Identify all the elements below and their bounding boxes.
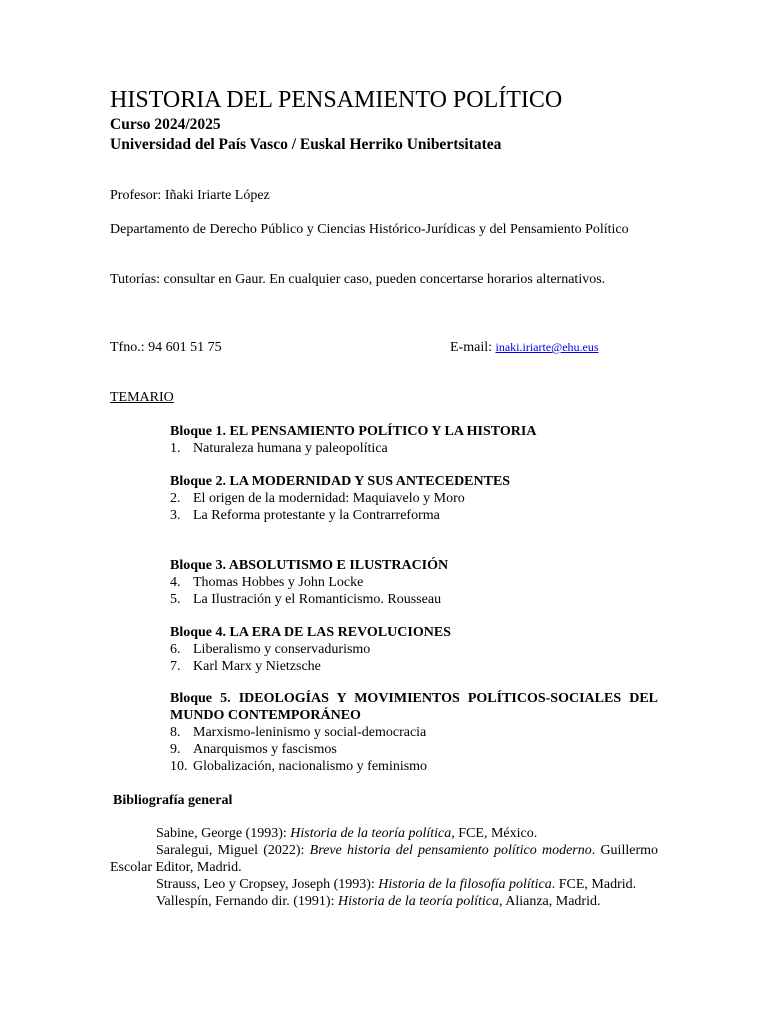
entry-author: Sabine, George (1993):: [156, 826, 291, 841]
topic-number: 1.: [170, 441, 181, 456]
topic-text: Liberalismo y conservadurismo: [193, 642, 371, 657]
topic-number: 3.: [170, 508, 181, 523]
bibliography-list: [110, 825, 658, 910]
topic-list: [170, 724, 658, 775]
entry-title: Historia de la teoría política: [290, 826, 452, 841]
topic-number: 4.: [170, 575, 181, 590]
topic-text: Thomas Hobbes y John Locke: [193, 575, 364, 590]
block-3: [170, 557, 658, 608]
list-item: [170, 724, 658, 741]
list-item: [170, 591, 658, 608]
entry-publisher: . Guillermo Escolar Editor, Madrid.: [110, 843, 658, 875]
list-item: [170, 658, 658, 675]
phone-line: Tfno.: 94 601 51 75: [110, 340, 222, 355]
list-item: [170, 507, 658, 524]
course-year: Curso 2024/2025: [110, 116, 221, 133]
topic-number: 6.: [170, 642, 181, 657]
bibliography-entry: [110, 842, 658, 876]
block-title: Bloque 2. LA MODERNIDAD Y SUS ANTECEDENTES: [170, 474, 511, 489]
block-4: [170, 624, 658, 675]
temario-heading: TEMARIO: [110, 390, 174, 405]
block-title: Bloque 3. ABSOLUTISMO E ILUSTRACIÓN: [170, 558, 449, 573]
topic-text: Globalización, nacionalismo y feminismo: [193, 759, 428, 774]
page-title: HISTORIA DEL PENSAMIENTO POLÍTICO: [110, 87, 563, 113]
topic-number: 8.: [170, 725, 181, 740]
block-title: Bloque 4. LA ERA DE LAS REVOLUCIONES: [170, 625, 451, 640]
topic-text: Anarquismos y fascismos: [193, 742, 337, 757]
email-link[interactable]: inaki.iriarte@ehu.eus: [495, 340, 599, 354]
topic-list: [170, 641, 658, 675]
topic-number: 10.: [170, 759, 188, 774]
email-line: [450, 339, 599, 356]
entry-author: Vallespín, Fernando dir. (1991):: [156, 894, 338, 909]
entry-author: Saralegui, Miguel (2022):: [156, 843, 310, 858]
list-item: [170, 641, 658, 658]
email-label: E-mail:: [450, 340, 492, 355]
topic-number: 7.: [170, 659, 181, 674]
topic-number: 2.: [170, 491, 181, 506]
entry-title: Historia de la filosofía política: [378, 877, 552, 892]
university-name: Universidad del País Vasco / Euskal Herriko Unibertsitatea: [110, 136, 502, 153]
list-item: [170, 490, 658, 507]
list-item: [170, 758, 658, 775]
professor-line: Profesor: Iñaki Iriarte López: [110, 188, 270, 203]
topic-text: Karl Marx y Nietzsche: [193, 659, 321, 674]
topic-number: 9.: [170, 742, 181, 757]
topic-text: Marxismo-leninismo y social-democracia: [193, 725, 427, 740]
list-item: [170, 574, 658, 591]
topic-list: [170, 490, 658, 524]
entry-author: Strauss, Leo y Cropsey, Joseph (1993):: [156, 877, 379, 892]
list-item: [170, 440, 658, 457]
block-title: Bloque 1. EL PENSAMIENTO POLÍTICO Y LA HISTORIA: [170, 424, 537, 439]
topic-text: La Ilustración y el Romanticismo. Rousseau: [193, 592, 442, 607]
bibliography-heading: Bibliografía general: [113, 793, 233, 808]
bibliography-entry: [110, 893, 658, 910]
entry-title: Historia de la teoría política: [337, 894, 499, 909]
bibliography-entry: [110, 825, 658, 842]
topic-text: Naturaleza humana y paleopolítica: [193, 441, 388, 456]
bibliography-entry: [110, 876, 658, 893]
department-paragraph: Departamento de Derecho Público y Ciencias Histórico-Jurídicas y del Pensamiento Político: [110, 222, 629, 237]
block-title: Bloque 5. IDEOLOGÍAS Y MOVIMIENTOS POLÍTICOS-SOCIALES DEL MUNDO CONTEMPORÁNEO: [170, 691, 658, 723]
tutorias-paragraph: Tutorías: consultar en Gaur. En cualquier caso, pueden concertarse horarios alternativos.: [110, 272, 606, 287]
entry-publisher: . FCE, Madrid.: [551, 877, 637, 892]
topic-text: El origen de la modernidad: Maquiavelo y Moro: [193, 491, 465, 506]
topic-list: [170, 440, 658, 457]
list-item: [170, 741, 658, 758]
topic-text: La Reforma protestante y la Contrarreforma: [193, 508, 440, 523]
topic-number: 5.: [170, 592, 181, 607]
block-2: [170, 473, 658, 524]
entry-publisher: , FCE, México.: [451, 826, 538, 841]
topic-list: [170, 574, 658, 608]
entry-publisher: , Alianza, Madrid.: [498, 894, 601, 909]
block-5: [170, 690, 658, 775]
entry-title: Breve historia del pensamiento político moderno: [309, 843, 592, 858]
block-1: [170, 423, 658, 457]
